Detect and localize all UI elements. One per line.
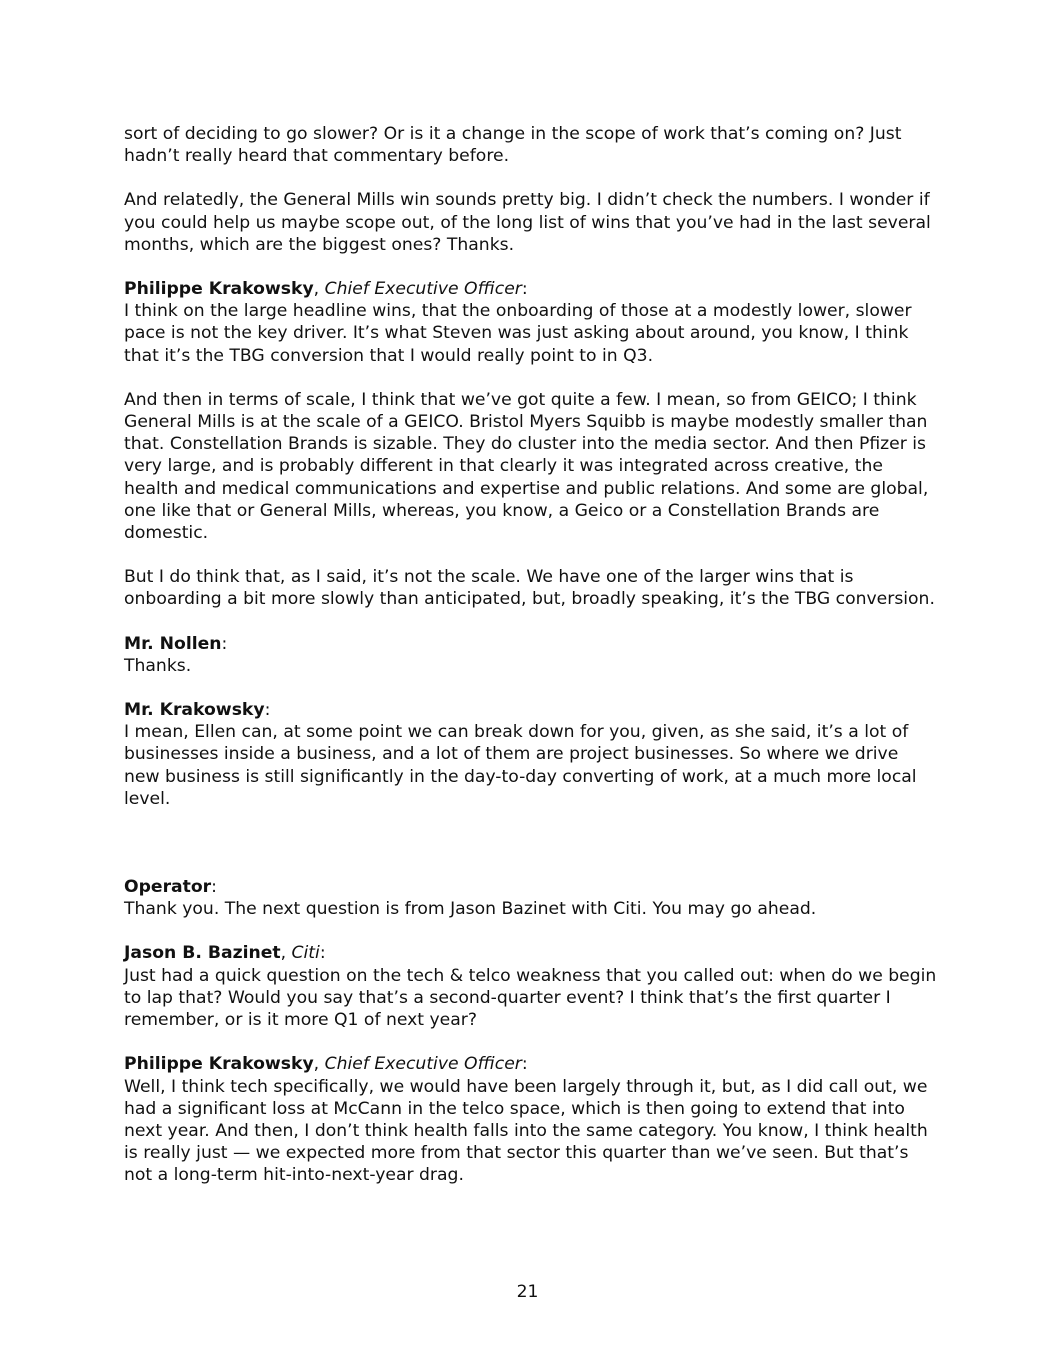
speaker-block-nollen [124, 633, 939, 677]
speaker-block-krakowsky-ceo [124, 1053, 939, 1186]
speaker-colon: : [521, 1054, 528, 1075]
speaker-text: I think on the large headline wins, that the onboarding of those at a modestly lower, slower pace is not the key driver. It’s what Steven was just asking about around, you know, I think that it’s the TBG conversion that I would really point to in Q3. [124, 301, 912, 366]
speaker-heading [124, 278, 939, 300]
speaker-block-krakowsky-ceo [124, 278, 939, 367]
speaker-text: I mean, Ellen can, at some point we can break down for you, given, as she said, it’s a lot of businesses inside a business, and a lot of them are project businesses. So where we drive new business is still significantly in the day-to-day converting of work, at a much more local level. [124, 722, 917, 809]
speaker-name: Philippe Krakowsky [124, 1054, 314, 1075]
speaker-heading [124, 876, 939, 898]
speaker-title: Chief Executive Officer [324, 1054, 522, 1075]
speaker-colon: : [221, 633, 228, 654]
page-number: 21 [516, 1282, 539, 1302]
speaker-separator: , [313, 279, 325, 300]
speaker-colon: : [211, 877, 217, 898]
speaker-heading [124, 942, 939, 964]
speaker-text: Thanks. [124, 655, 192, 676]
speaker-heading [124, 699, 939, 721]
transcript-paragraph: sort of deciding to go slower? Or is it a change in the scope of work that’s coming on? Just hadn’t really heard that commentary before. [124, 124, 902, 167]
speaker-name: Mr. Krakowsky [124, 700, 265, 721]
speaker-colon: : [264, 700, 271, 721]
speaker-name: Philippe Krakowsky [124, 279, 314, 300]
speaker-name: Mr. Nollen [124, 633, 222, 654]
speaker-colon: : [319, 943, 326, 964]
transcript-paragraph: And relatedly, the General Mills win sounds pretty big. I didn’t check the numbers. I wonder if you could help us maybe scope out, of the long list of wins that you’ve had in the last several months, which are the biggest ones? Thanks. [124, 190, 931, 255]
transcript-paragraph: And then in terms of scale, I think that we’ve got quite a few. I mean, so from GEICO; I think General Mills is at the scale of a GEICO. Bristol Myers Squibb is maybe modestly smaller than that. Constellation Brands is sizable. They do cluster into the media sector. And then Pfizer is very large, and is probably different in that clearly it was integrated across creative, the health and medical communications and expertise and public relations. And some are global, one like that or General Mills, whereas, you know, a Geico or a Constellation Brands are domestic. [124, 389, 929, 544]
speaker-heading [124, 633, 939, 655]
speaker-heading [124, 1053, 939, 1075]
transcript-page [124, 123, 939, 1209]
speaker-title: Chief Executive Officer [324, 279, 522, 300]
speaker-title: Citi [291, 943, 320, 964]
speaker-separator: , [280, 943, 292, 964]
speaker-text: Well, I think tech specifically, we would have been largely through it, but, as I did call out, we had a significant loss at McCann in the telco space, which is then going to extend that into next year. And then, I don’t think health falls into the same category. You know, I think health is really just — we expected more from that sector this quarter than we’ve seen. But that’s not a long-term hit-into-next-year drag. [124, 1076, 928, 1186]
blank-spacer [124, 832, 939, 876]
speaker-colon: : [521, 279, 528, 300]
speaker-block-bazinet [124, 942, 939, 1031]
speaker-text: Just had a quick question on the tech & telco weakness that you called out: when do we begin to lap that? Would you say that’s a second-quarter event? I think that’s the first quarter I remember, or is it more Q1 of next year? [124, 965, 937, 1031]
speaker-separator: , [313, 1054, 325, 1075]
speaker-name: Jason B. Bazinet [124, 943, 281, 964]
transcript-paragraph: But I do think that, as I said, it’s not the scale. We have one of the larger wins that is onboarding a bit more slowly than anticipated, but, broadly speaking, it’s the TBG conversion. [124, 567, 935, 610]
speaker-block-krakowsky [124, 699, 939, 810]
speaker-name: Operator [124, 877, 212, 898]
speaker-text: Thank you. The next question is from Jason Bazinet with Citi. You may go ahead. [124, 899, 817, 920]
speaker-block-operator [124, 876, 939, 920]
